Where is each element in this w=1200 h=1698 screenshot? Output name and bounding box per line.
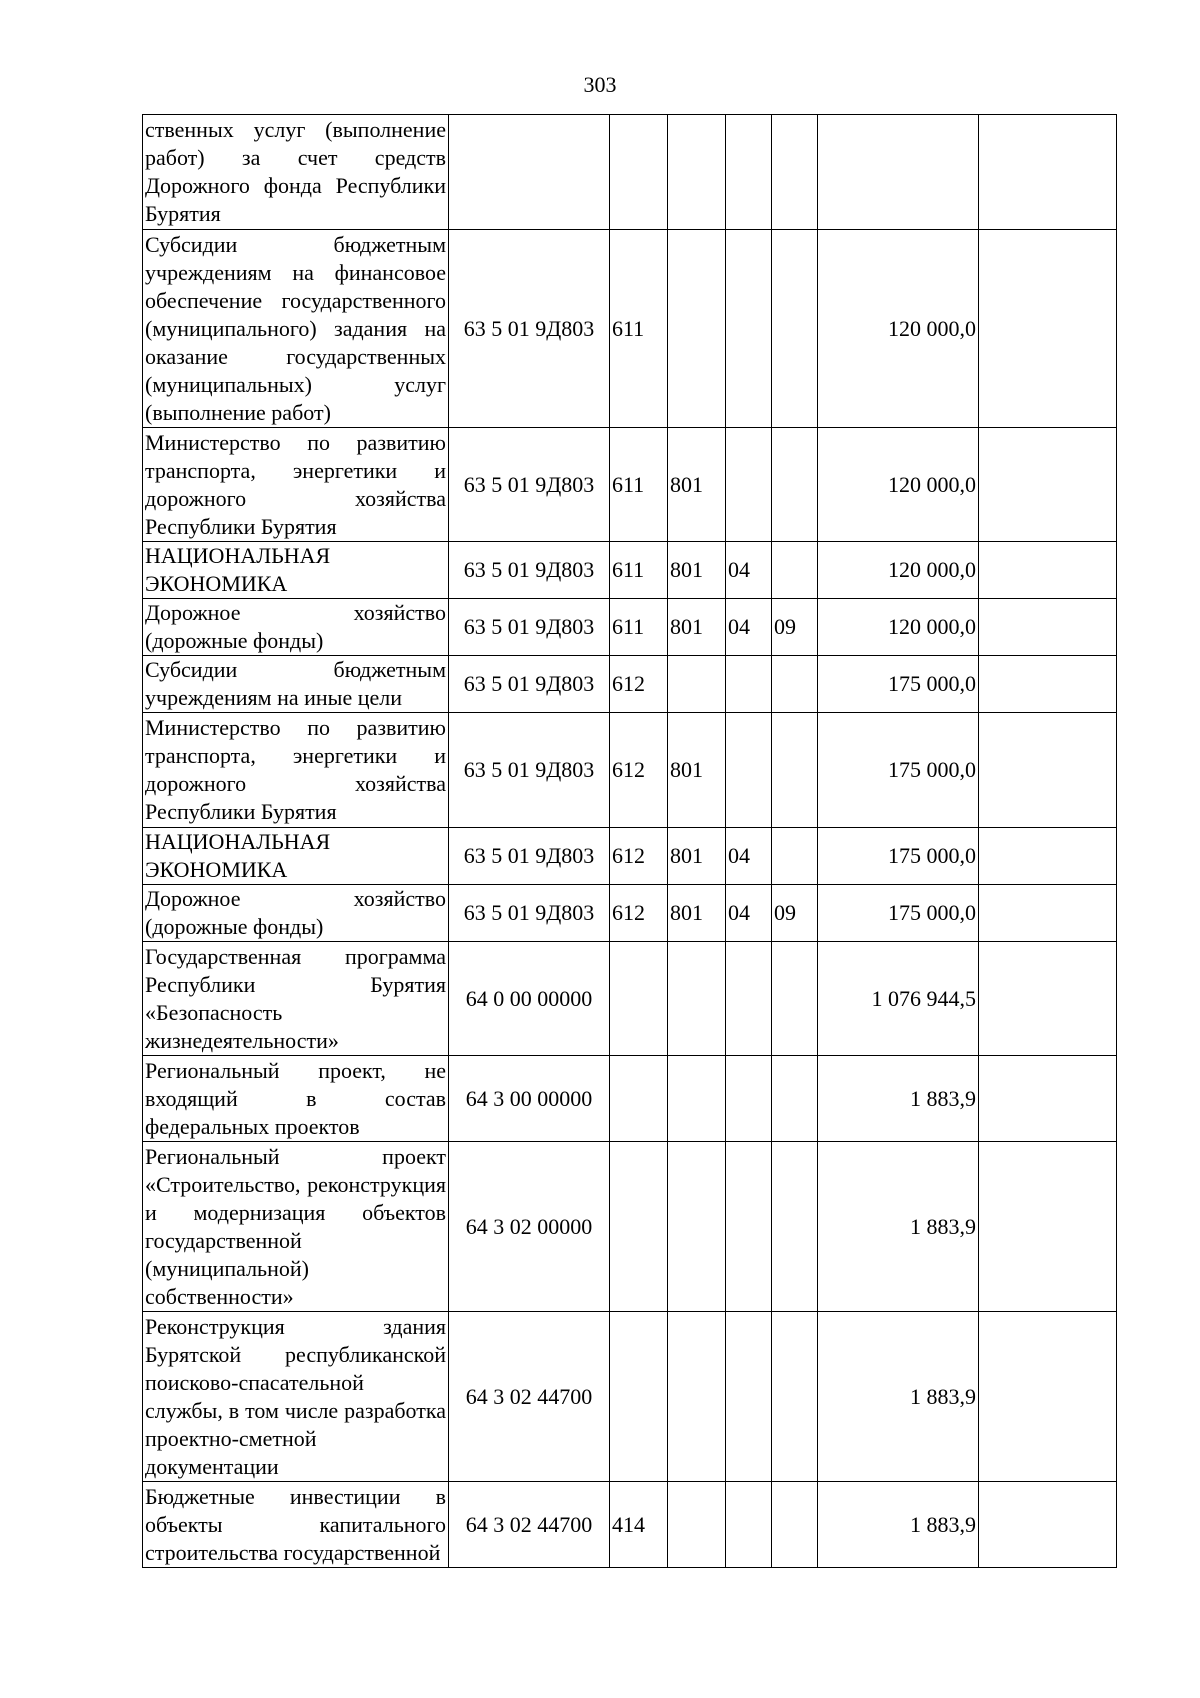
row-name-cell: НАЦИОНАЛЬНАЯ ЭКОНОМИКА	[143, 828, 449, 885]
amount-cell: 175 000,0	[818, 713, 979, 828]
section-code-cell	[726, 1056, 772, 1142]
row-name-cell: Министерство по развитию транспорта, энергетики и дорожного хозяйства Республики Бурятия	[143, 713, 449, 828]
empty-cell	[979, 115, 1117, 230]
empty-cell	[979, 1142, 1117, 1312]
administrator-code-cell	[668, 1056, 726, 1142]
section-code-cell	[726, 428, 772, 542]
amount-cell: 175 000,0	[818, 828, 979, 885]
section-code-cell	[726, 1482, 772, 1568]
empty-cell	[979, 713, 1117, 828]
row-name-cell: ственных услуг (выполнение работ) за счет средств Дорожного фонда Республики Бурятия	[143, 115, 449, 230]
table-row	[143, 1312, 1117, 1482]
target-article-code-cell: 63 5 01 9Д803	[449, 230, 610, 428]
administrator-code-cell: 801	[668, 885, 726, 942]
row-name-cell: НАЦИОНАЛЬНАЯ ЭКОНОМИКА	[143, 542, 449, 599]
section-code-cell	[726, 230, 772, 428]
row-name-cell: Бюджетные инвестиции в объекты капитального строительства государственной	[143, 1482, 449, 1568]
empty-cell	[979, 1482, 1117, 1568]
section-code-cell	[726, 115, 772, 230]
administrator-code-cell: 801	[668, 428, 726, 542]
amount-cell: 1 883,9	[818, 1482, 979, 1568]
target-article-code-cell: 64 3 00 00000	[449, 1056, 610, 1142]
administrator-code-cell	[668, 656, 726, 713]
expense-type-cell: 611	[610, 230, 668, 428]
target-article-code-cell: 64 0 00 00000	[449, 942, 610, 1056]
section-code-cell: 04	[726, 885, 772, 942]
row-name-cell: Дорожное хозяйство (дорожные фонды)	[143, 885, 449, 942]
amount-cell: 120 000,0	[818, 428, 979, 542]
subsection-code-cell	[772, 713, 818, 828]
expense-type-cell: 612	[610, 885, 668, 942]
administrator-code-cell	[668, 942, 726, 1056]
subsection-code-cell	[772, 828, 818, 885]
subsection-code-cell	[772, 542, 818, 599]
target-article-code-cell: 63 5 01 9Д803	[449, 428, 610, 542]
empty-cell	[979, 1312, 1117, 1482]
row-name-cell: Министерство по развитию транспорта, энергетики и дорожного хозяйства Республики Бурятия	[143, 428, 449, 542]
subsection-code-cell	[772, 1482, 818, 1568]
empty-cell	[979, 428, 1117, 542]
amount-cell: 1 883,9	[818, 1142, 979, 1312]
expense-type-cell: 612	[610, 656, 668, 713]
administrator-code-cell: 801	[668, 542, 726, 599]
expense-type-cell: 414	[610, 1482, 668, 1568]
table-row	[143, 713, 1117, 828]
amount-cell: 120 000,0	[818, 599, 979, 656]
row-name-cell: Реконструкция здания Бурятской республиканской поисково-спасательной службы, в том числе разработка проектно-сметной документации	[143, 1312, 449, 1482]
administrator-code-cell	[668, 1312, 726, 1482]
section-code-cell: 04	[726, 828, 772, 885]
administrator-code-cell	[668, 1142, 726, 1312]
row-name-cell: Государственная программа Республики Бурятия «Безопасность жизнедеятельности»	[143, 942, 449, 1056]
subsection-code-cell	[772, 428, 818, 542]
amount-cell: 120 000,0	[818, 542, 979, 599]
empty-cell	[979, 1056, 1117, 1142]
table-row	[143, 885, 1117, 942]
table-row	[143, 828, 1117, 885]
empty-cell	[979, 828, 1117, 885]
empty-cell	[979, 599, 1117, 656]
section-code-cell	[726, 942, 772, 1056]
target-article-code-cell: 63 5 01 9Д803	[449, 828, 610, 885]
amount-cell: 1 883,9	[818, 1312, 979, 1482]
target-article-code-cell: 63 5 01 9Д803	[449, 713, 610, 828]
table-row	[143, 1482, 1117, 1568]
empty-cell	[979, 885, 1117, 942]
subsection-code-cell	[772, 230, 818, 428]
table-row	[143, 428, 1117, 542]
row-name-cell: Субсидии бюджетным учреждениям на иные цели	[143, 656, 449, 713]
row-name-cell: Региональный проект «Строительство, реконструкция и модернизация объектов государственной (муниципальной) собственности»	[143, 1142, 449, 1312]
expense-type-cell: 612	[610, 828, 668, 885]
amount-cell	[818, 115, 979, 230]
target-article-code-cell: 63 5 01 9Д803	[449, 885, 610, 942]
subsection-code-cell	[772, 115, 818, 230]
amount-cell: 175 000,0	[818, 885, 979, 942]
subsection-code-cell: 09	[772, 599, 818, 656]
amount-cell: 1 076 944,5	[818, 942, 979, 1056]
section-code-cell	[726, 1142, 772, 1312]
target-article-code-cell: 64 3 02 44700	[449, 1482, 610, 1568]
target-article-code-cell: 63 5 01 9Д803	[449, 656, 610, 713]
row-name-cell: Региональный проект, не входящий в состав федеральных проектов	[143, 1056, 449, 1142]
administrator-code-cell	[668, 230, 726, 428]
amount-cell: 120 000,0	[818, 230, 979, 428]
expense-type-cell: 611	[610, 428, 668, 542]
section-code-cell	[726, 1312, 772, 1482]
subsection-code-cell	[772, 1142, 818, 1312]
table-row	[143, 599, 1117, 656]
subsection-code-cell	[772, 1312, 818, 1482]
amount-cell: 175 000,0	[818, 656, 979, 713]
administrator-code-cell: 801	[668, 713, 726, 828]
section-code-cell	[726, 713, 772, 828]
section-code-cell: 04	[726, 599, 772, 656]
expense-type-cell: 611	[610, 599, 668, 656]
table-row	[143, 115, 1117, 230]
amount-cell: 1 883,9	[818, 1056, 979, 1142]
empty-cell	[979, 942, 1117, 1056]
table-row	[143, 942, 1117, 1056]
target-article-code-cell: 64 3 02 44700	[449, 1312, 610, 1482]
table-row	[143, 542, 1117, 599]
empty-cell	[979, 542, 1117, 599]
subsection-code-cell	[772, 942, 818, 1056]
expense-type-cell: 611	[610, 542, 668, 599]
row-name-cell: Субсидии бюджетным учреждениям на финансовое обеспечение государственного (муниципального) задания на оказание государственных (муниципальных) услуг (выполнение работ)	[143, 230, 449, 428]
expense-type-cell	[610, 1056, 668, 1142]
subsection-code-cell	[772, 1056, 818, 1142]
administrator-code-cell	[668, 1482, 726, 1568]
table-row	[143, 1056, 1117, 1142]
administrator-code-cell: 801	[668, 599, 726, 656]
empty-cell	[979, 656, 1117, 713]
section-code-cell	[726, 656, 772, 713]
expense-type-cell: 612	[610, 713, 668, 828]
table-row	[143, 1142, 1117, 1312]
row-name-cell: Дорожное хозяйство (дорожные фонды)	[143, 599, 449, 656]
expense-type-cell	[610, 942, 668, 1056]
target-article-code-cell	[449, 115, 610, 230]
empty-cell	[979, 230, 1117, 428]
section-code-cell: 04	[726, 542, 772, 599]
subsection-code-cell	[772, 656, 818, 713]
subsection-code-cell: 09	[772, 885, 818, 942]
target-article-code-cell: 64 3 02 00000	[449, 1142, 610, 1312]
administrator-code-cell: 801	[668, 828, 726, 885]
target-article-code-cell: 63 5 01 9Д803	[449, 599, 610, 656]
expense-type-cell	[610, 1142, 668, 1312]
administrator-code-cell	[668, 115, 726, 230]
budget-table	[142, 114, 1117, 1568]
table-row	[143, 656, 1117, 713]
expense-type-cell	[610, 115, 668, 230]
target-article-code-cell: 63 5 01 9Д803	[449, 542, 610, 599]
table-row	[143, 230, 1117, 428]
page-number: 303	[583, 72, 617, 97]
expense-type-cell	[610, 1312, 668, 1482]
